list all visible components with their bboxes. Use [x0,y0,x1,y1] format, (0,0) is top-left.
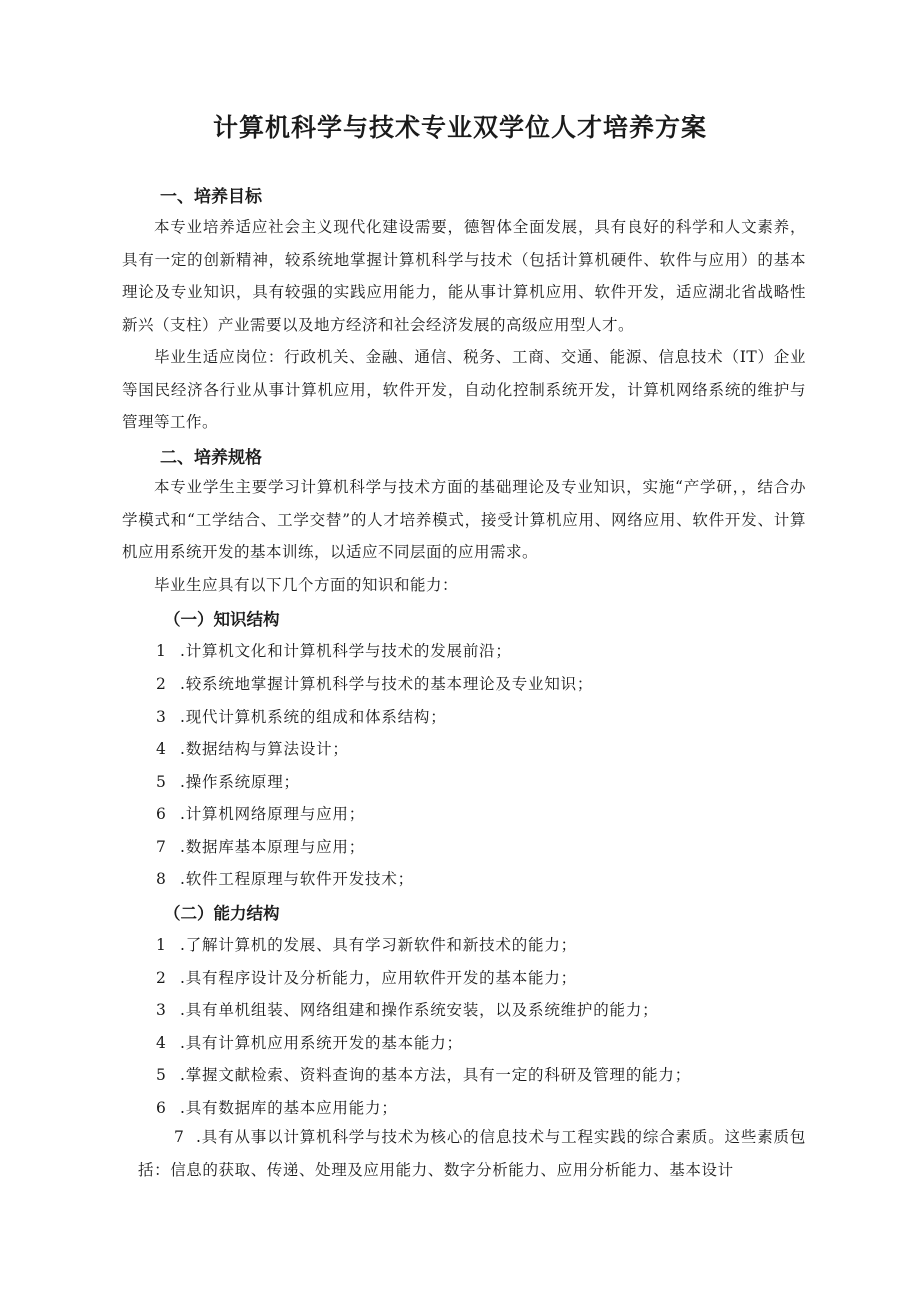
list-item-text: .计算机文化和计算机科学与技术的发展前沿； [180,642,512,660]
list-item-number: 4 [156,1034,167,1052]
list-item [156,998,658,1020]
list-item-text: .数据库基本原理与应用； [180,838,366,856]
list-item-text: .具有程序设计及分析能力，应用软件开发的基本能力； [180,969,577,987]
list-item-text: .现代计算机系统的组成和体系结构； [180,708,447,726]
list-item-number: 7 [156,838,167,856]
list-item-number: 2 [156,969,167,987]
list-item-text: .掌握文献检索、资料查询的基本方法，具有一定的科研及管理的能力； [180,1066,692,1084]
list-item [156,737,349,759]
list-item-number: 4 [156,740,167,758]
list-item-text: .较系统地掌握计算机科学与技术的基本理论及专业知识； [180,675,594,693]
paragraph-specs-intro: 本专业学生主要学习计算机科学与技术方面的基础理论及专业知识，实施“产学研，，结合办学模式和“工学结合、工学交替”的人才培养模式，接受计算机应用、网络应用、软件开发、计算机应用系统开发的基本训练，以适应不同层面的应用需求。 [122,478,806,561]
list-item [156,933,577,955]
paragraph-knowledge-ability-intro: 毕业生应具有以下几个方面的知识和能力： [154,576,459,594]
list-item-text: .了解计算机的发展、具有学习新软件和新技术的能力； [180,936,577,954]
list-item-number: 1 [156,642,167,660]
list-item [156,1096,398,1118]
list-item [156,802,365,824]
list-item [156,1031,463,1053]
subsection-heading-knowledge: （一）知识结构 [164,610,280,629]
paragraph-objectives: 本专业培养适应社会主义现代化建设需要，德智体全面发展，具有良好的科学和人文素养，具有一定的创新精神，较系统地掌握计算机科学与技术（包括计算机硬件、软件与应用）的基本理论及专业知识，具有较强的实践应用能力，能从事计算机应用、软件开发，适应湖北省战略性新兴（支柱）产业需要以及地方经济和社会经济发展的高级应用型人才。 [122,218,806,334]
list-item [156,672,593,694]
section-heading-training-objectives: 一、培养目标 [160,187,262,207]
list-item-text: .具有数据库的基本应用能力； [180,1099,398,1117]
document-title: 计算机科学与技术专业双学位人才培养方案 [212,113,707,142]
list-item-number: 2 [156,675,167,693]
list-item [156,1063,691,1085]
list-item-number: 3 [156,708,167,726]
list-item-text: .软件工程原理与软件开发技术； [180,870,414,888]
list-item-text: .具有从事以计算机科学与技术为核心的信息技术与工程实践的综合素质。这些素质包括：信息的获取、传递、处理及应用能力、数字分析能力、应用分析能力、基本设计 [138,1128,806,1179]
list-item-text: .具有单机组装、网络组建和操作系统安装，以及系统维护的能力； [180,1001,659,1019]
list-item [156,639,512,661]
list-item [156,835,365,857]
list-item [156,705,447,727]
list-item-number: 6 [156,1099,167,1117]
list-item-text: .具有计算机应用系统开发的基本能力； [180,1034,463,1052]
list-item [156,770,300,792]
list-item-text: .计算机网络原理与应用； [180,805,366,823]
list-item-number: 8 [156,870,167,888]
list-item-text: .数据结构与算法设计； [180,740,349,758]
list-item-number: 5 [156,1066,167,1084]
list-item-text: .操作系统原理； [180,773,300,791]
section-heading-training-specs: 二、培养规格 [160,448,262,468]
list-item [156,966,577,988]
list-item-number: 5 [156,773,167,791]
list-item [138,1121,806,1186]
list-item-number: 1 [156,936,167,954]
list-item [156,867,414,889]
list-item-number: 7 [174,1128,185,1146]
subsection-heading-ability: （二）能力结构 [164,904,280,923]
list-item-number: 3 [156,1001,167,1019]
list-item-number: 6 [156,805,167,823]
paragraph-graduate-positions: 毕业生适应岗位：行政机关、金融、通信、税务、工商、交通、能源、信息技术（IT）企业等国民经济各行业从事计算机应用，软件开发，自动化控制系统开发，计算机网络系统的维护与管理等工作。 [122,348,806,431]
